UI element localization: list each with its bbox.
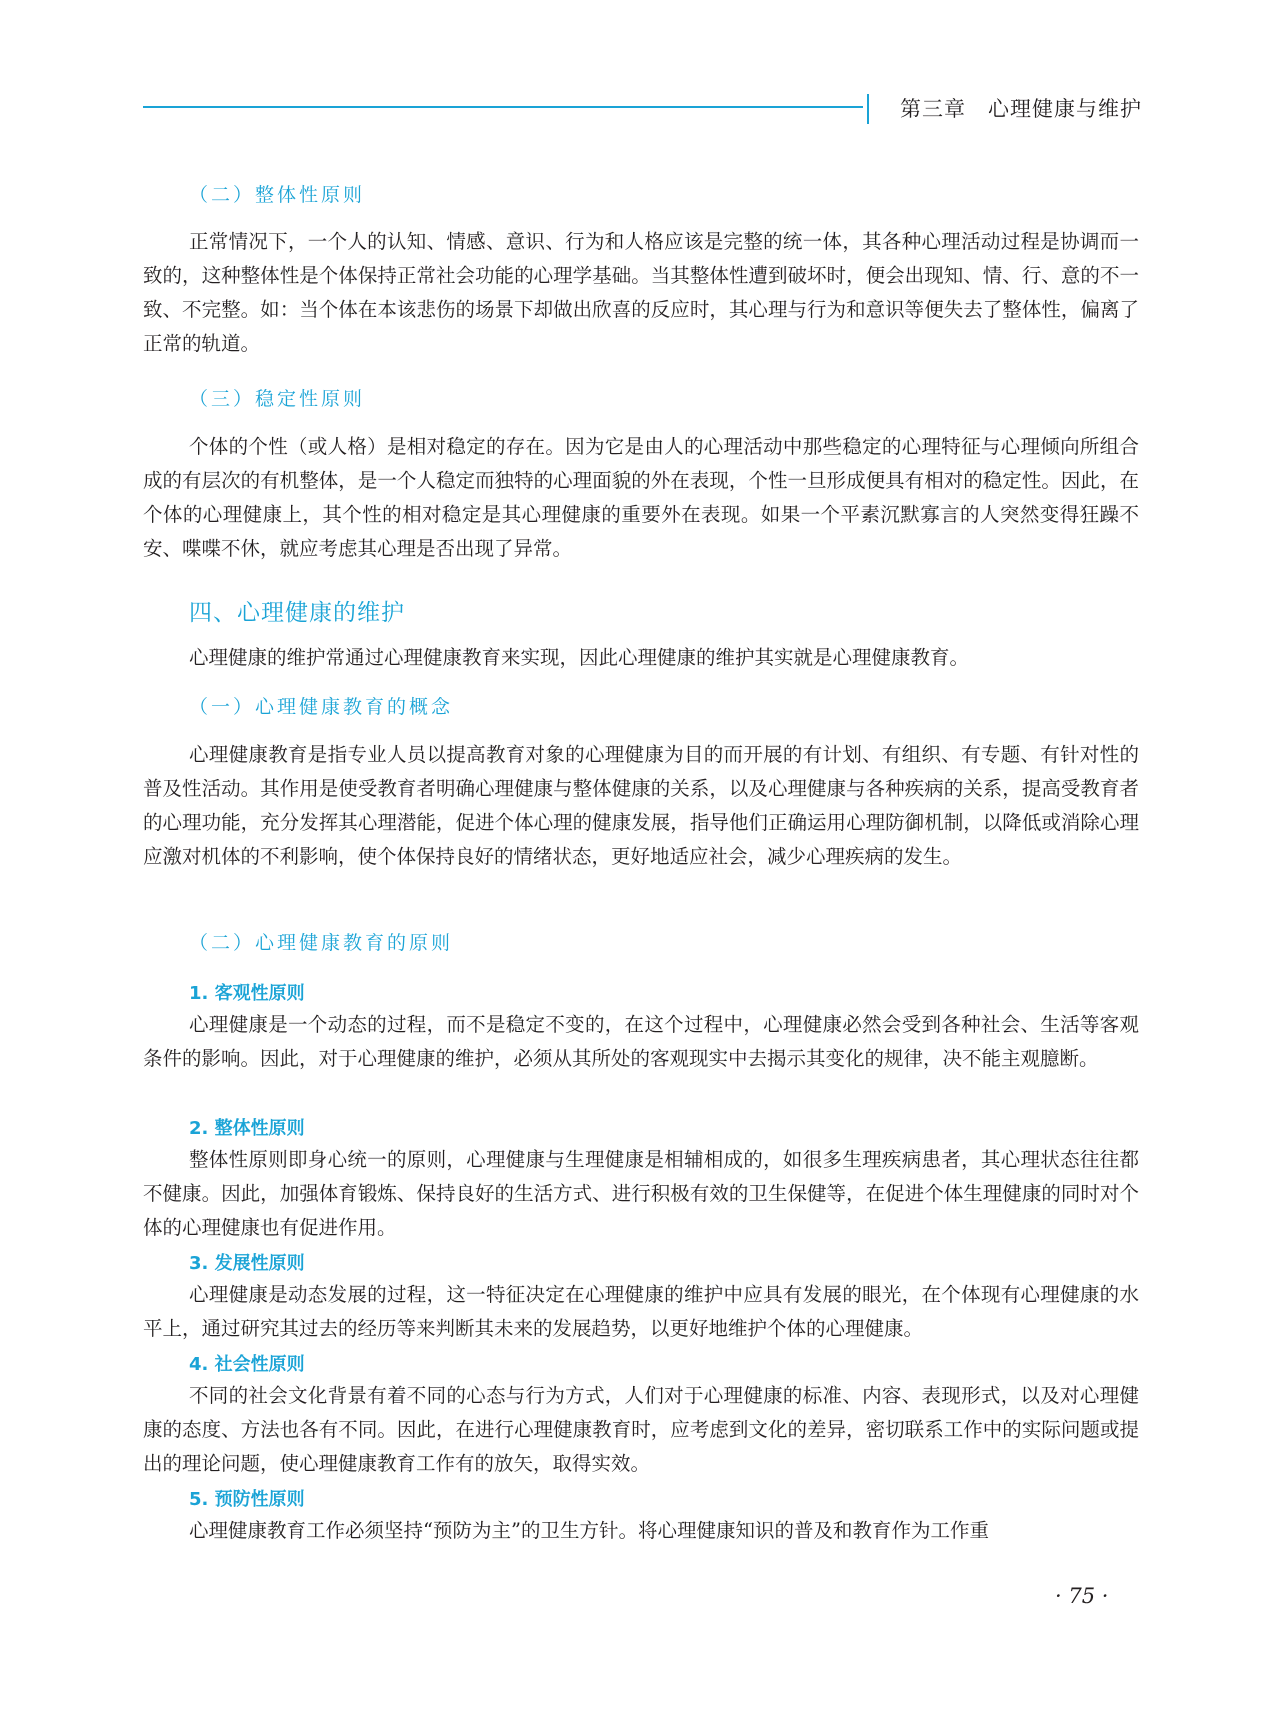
section-heading-holistic: （二）整体性原则 [189,184,366,206]
header-rule [143,106,863,108]
principle-heading-holistic: 2. 整体性原则 [189,1118,305,1139]
paragraph-holistic: 正常情况下，一个人的认知、情感、意识、行为和人格应该是完整的统一体，其各种心理活动过程是协调而一致的，这种整体性是个体保持正常社会功能的心理学基础。当其整体性遭到破坏时，便会出现知、情、行、意的不一致、不完整。如：当个体在本该悲伤的场景下却做出欣喜的反应时，其心理与行为和意识等便失去了整体性，偏离了正常的轨道。 [143,230,1139,355]
principle-heading-social: 4. 社会性原则 [189,1354,305,1375]
paragraph-intro: 心理健康的维护常通过心理健康教育来实现，因此心理健康的维护其实就是心理健康教育。 [189,646,970,669]
section-heading-principles: （二）心理健康教育的原则 [189,932,454,954]
header-separator [867,94,869,124]
paragraph-principle-holistic: 整体性原则即身心统一的原则，心理健康与生理健康是相辅相成的，如很多生理疾病患者，其心理状态往往都不健康。因此，加强体育锻炼、保持良好的生活方式、进行积极有效的卫生保健等，在促进个体生理健康的同时对个体的心理健康也有促进作用。 [143,1148,1139,1239]
principle-heading-preventive: 5. 预防性原则 [189,1489,305,1510]
paragraph-social: 不同的社会文化背景有着不同的心态与行为方式，人们对于心理健康的标准、内容、表现形式，以及对心理健康的态度、方法也各有不同。因此，在进行心理健康教育时，应考虑到文化的差异，密切联系工作中的实际问题或提出的理论问题，使心理健康教育工作有的放矢，取得实效。 [143,1384,1139,1475]
paragraph-objective: 心理健康是一个动态的过程，而不是稳定不变的，在这个过程中，心理健康必然会受到各种社会、生活等客观条件的影响。因此，对于心理健康的维护，必须从其所处的客观现实中去揭示其变化的规律，决不能主观臆断。 [143,1013,1139,1070]
section-heading-stability: （三）稳定性原则 [189,388,366,410]
page-number: · 75 · [1055,1584,1109,1608]
running-header-title: 第三章 心理健康与维护 [900,97,1142,121]
section-heading-concept: （一）心理健康教育的概念 [189,696,454,718]
principle-heading-objective: 1. 客观性原则 [189,983,305,1004]
paragraph-developmental: 心理健康是动态发展的过程，这一特征决定在心理健康的维护中应具有发展的眼光，在个体现有心理健康的水平上，通过研究其过去的经历等来判断其未来的发展趋势，以更好地维护个体的心理健康。 [143,1283,1139,1340]
paragraph-stability: 个体的个性（或人格）是相对稳定的存在。因为它是由人的心理活动中那些稳定的心理特征与心理倾向所组合成的有层次的有机整体，是一个人稳定而独特的心理面貌的外在表现，个性一旦形成便具有相对的稳定性。因此，在个体的心理健康上，其个性的相对稳定是其心理健康的重要外在表现。如果一个平素沉默寡言的人突然变得狂躁不安、喋喋不休，就应考虑其心理是否出现了异常。 [143,435,1139,560]
paragraph-concept: 心理健康教育是指专业人员以提高教育对象的心理健康为目的而开展的有计划、有组织、有专题、有针对性的普及性活动。其作用是使受教育者明确心理健康与整体健康的关系，以及心理健康与各种疾病的关系，提高受教育者的心理功能，充分发挥其心理潜能，促进个体心理的健康发展，指导他们正确运用心理防御机制，以降低或消除心理应激对机体的不利影响，使个体保持良好的情绪状态，更好地适应社会，减少心理疾病的发生。 [143,743,1139,868]
paragraph-preventive: 心理健康教育工作必须坚持“预防为主”的卫生方针。将心理健康知识的普及和教育作为工作重 [189,1519,989,1542]
main-section-heading: 四、心理健康的维护 [189,600,405,626]
principle-heading-developmental: 3. 发展性原则 [189,1253,305,1274]
